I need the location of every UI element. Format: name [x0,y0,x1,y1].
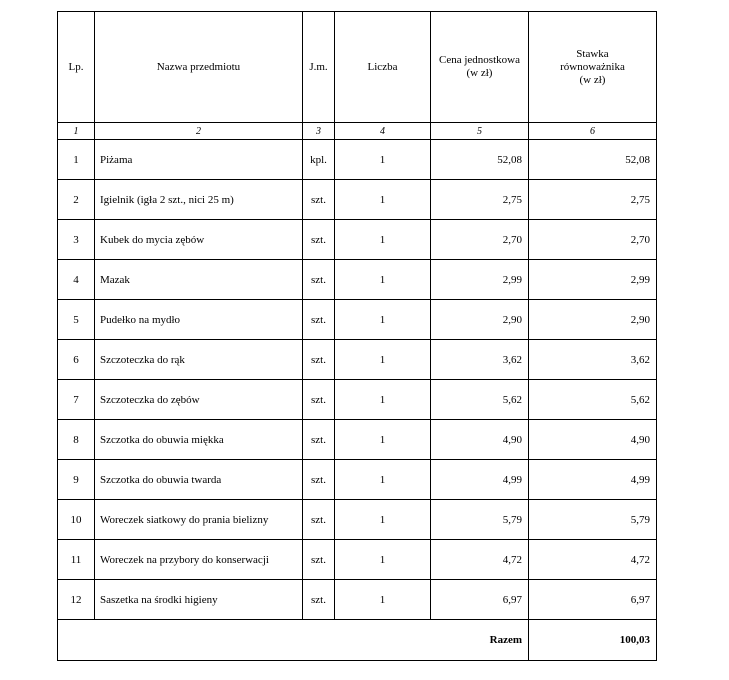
cell-rate: 2,75 [529,180,657,220]
cell-lp: 8 [58,420,95,460]
cell-unit-price: 2,90 [431,300,529,340]
cell-item-name: Woreczek na przybory do konserwacji [95,540,303,580]
equivalent-rate-table [57,11,657,661]
table-row [58,300,657,340]
cell-rate: 2,99 [529,260,657,300]
cell-item-name: Saszetka na środki higieny [95,580,303,620]
cell-rate: 2,70 [529,220,657,260]
cell-item-name: Mazak [95,260,303,300]
table-row [58,260,657,300]
cell-lp: 4 [58,260,95,300]
header-name: Nazwa przedmiotu [95,12,303,123]
cell-item-name: Szczoteczka do zębów [95,380,303,420]
cell-lp: 3 [58,220,95,260]
cell-item-name: Szczotka do obuwia miękka [95,420,303,460]
cell-lp: 1 [58,140,95,180]
table-row [58,540,657,580]
cell-unit-price: 6,97 [431,580,529,620]
header-unit: J.m. [303,12,335,123]
cell-quantity: 1 [335,500,431,540]
cell-quantity: 1 [335,420,431,460]
cell-quantity: 1 [335,460,431,500]
cell-lp: 11 [58,540,95,580]
cell-unit-price: 52,08 [431,140,529,180]
cell-quantity: 1 [335,260,431,300]
cell-lp: 9 [58,460,95,500]
cell-lp: 6 [58,340,95,380]
cell-lp: 5 [58,300,95,340]
cell-rate: 3,62 [529,340,657,380]
column-number-row [58,123,657,140]
cell-item-name: Szczoteczka do rąk [95,340,303,380]
column-number: 1 [58,123,95,140]
cell-unit-price: 4,72 [431,540,529,580]
cell-item-name: Szczotka do obuwia twarda [95,460,303,500]
cell-unit: szt. [303,500,335,540]
cell-unit-price: 5,79 [431,500,529,540]
cell-quantity: 1 [335,580,431,620]
table-row [58,340,657,380]
table-row [58,580,657,620]
table-row [58,220,657,260]
cell-item-name: Kubek do mycia zębów [95,220,303,260]
total-value: 100,03 [529,620,657,661]
table-row [58,380,657,420]
cell-item-name: Woreczek siatkowy do prania bielizny [95,500,303,540]
cell-unit-price: 2,99 [431,260,529,300]
cell-rate: 5,62 [529,380,657,420]
cell-lp: 10 [58,500,95,540]
cell-quantity: 1 [335,380,431,420]
column-number: 2 [95,123,303,140]
column-number: 5 [431,123,529,140]
cell-rate: 52,08 [529,140,657,180]
header-row [58,12,657,123]
column-number: 4 [335,123,431,140]
cell-quantity: 1 [335,340,431,380]
header-quantity: Liczba [335,12,431,123]
cell-rate: 4,72 [529,540,657,580]
cell-lp: 2 [58,180,95,220]
table-row [58,140,657,180]
cell-quantity: 1 [335,220,431,260]
cell-item-name: Pudełko na mydło [95,300,303,340]
cell-lp: 12 [58,580,95,620]
cell-item-name: Igielnik (igła 2 szt., nici 25 m) [95,180,303,220]
table-row [58,500,657,540]
cell-unit: szt. [303,580,335,620]
column-number: 6 [529,123,657,140]
cell-unit: szt. [303,180,335,220]
header-unit-price: Cena jednostkowa (w zł) [431,12,529,123]
table-row [58,460,657,500]
cell-rate: 6,97 [529,580,657,620]
cell-unit: szt. [303,540,335,580]
cell-unit: szt. [303,300,335,340]
cell-unit: szt. [303,460,335,500]
cell-unit: kpl. [303,140,335,180]
cell-rate: 4,99 [529,460,657,500]
cell-lp: 7 [58,380,95,420]
cell-unit: szt. [303,420,335,460]
cell-quantity: 1 [335,540,431,580]
cell-unit-price: 4,90 [431,420,529,460]
cell-rate: 2,90 [529,300,657,340]
cell-unit: szt. [303,260,335,300]
cell-quantity: 1 [335,300,431,340]
cell-item-name: Piżama [95,140,303,180]
cell-rate: 5,79 [529,500,657,540]
cell-quantity: 1 [335,140,431,180]
cell-unit: szt. [303,380,335,420]
cell-rate: 4,90 [529,420,657,460]
cell-unit: szt. [303,340,335,380]
cell-unit-price: 3,62 [431,340,529,380]
header-lp: Lp. [58,12,95,123]
cell-unit-price: 2,70 [431,220,529,260]
total-label: Razem [58,620,529,661]
cell-unit-price: 5,62 [431,380,529,420]
header-rate: Stawka równoważnika (w zł) [529,12,657,123]
table-row [58,420,657,460]
total-row [58,620,657,661]
column-number: 3 [303,123,335,140]
table-row [58,180,657,220]
cell-unit-price: 4,99 [431,460,529,500]
cell-unit: szt. [303,220,335,260]
cell-unit-price: 2,75 [431,180,529,220]
cell-quantity: 1 [335,180,431,220]
